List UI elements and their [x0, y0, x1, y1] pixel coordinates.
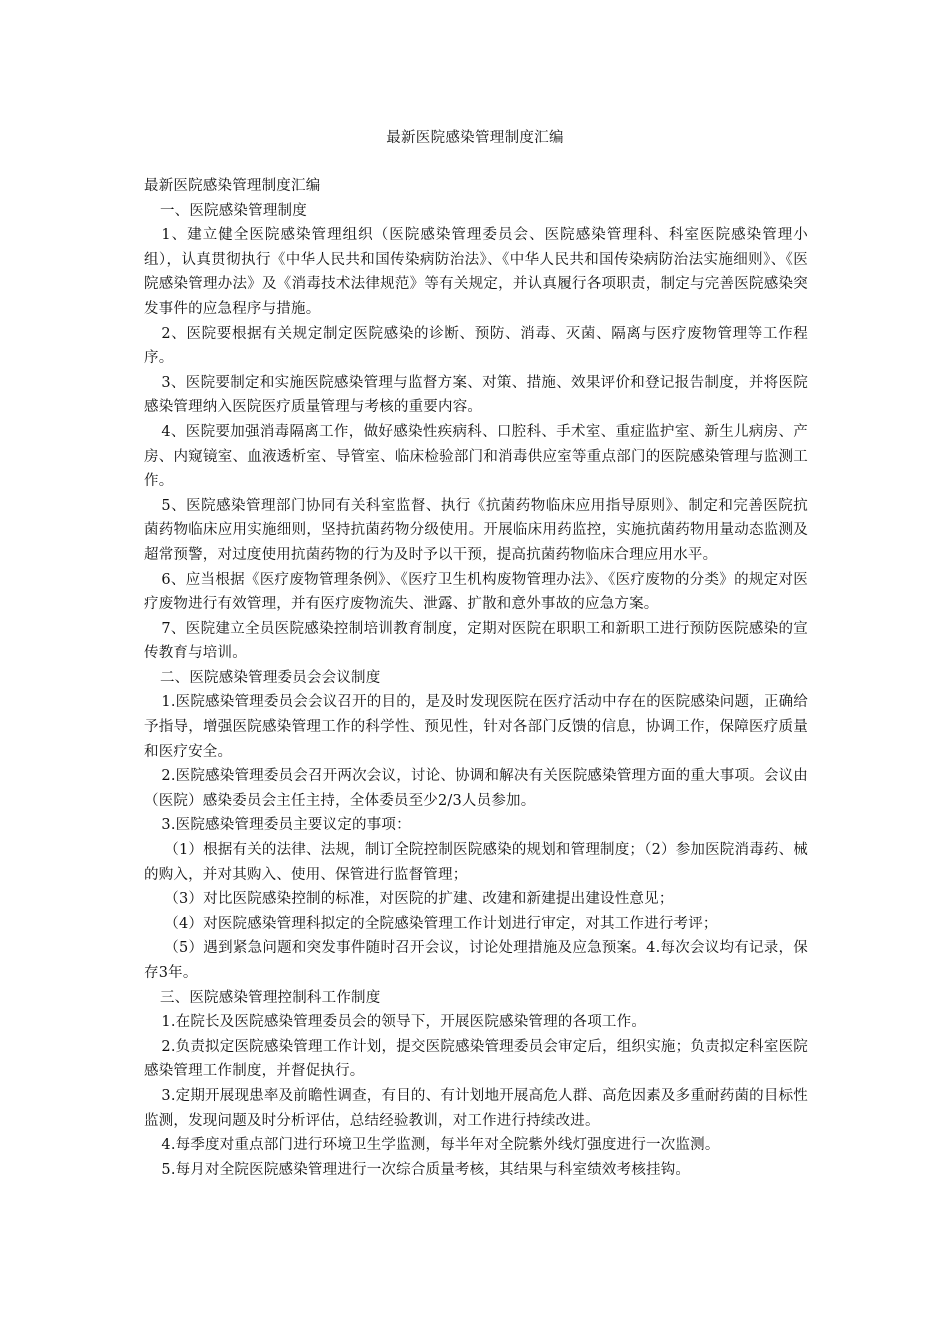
sub-paragraph: （3）对比医院感染控制的标准，对医院的扩建、改建和新建提出建设性意见； — [164, 891, 674, 908]
sub-paragraph: （1）根据有关的法律、法规，制订全院控制医院感染的规划和管理制度；（2）参加医院消毒药、械的购入，并对其购入、使用、保管进行监督管理； — [144, 842, 808, 883]
paragraph: 4.每季度对重点部门进行环境卫生学监测，每半年对全院紫外线灯强度进行一次监测。 — [161, 1137, 720, 1154]
paragraph: 1、建立健全医院感染管理组织（医院感染管理委员会、医院感染管理科、科室医院感染管理小组），认真贯彻执行《中华人民共和国传染病防治法》、《中华人民共和国传染病防治法实施细则》、《医院感染管理办法》及《消毒技术法律规范》等有关规定，并认真履行各项职责，制定与完善医院感染突发事件的应急程序与措施。 — [144, 227, 808, 317]
paragraph: 5、医院感染管理部门协同有关科室监督、执行《抗菌药物临床应用指导原则》、制定和完善医院抗菌药物临床应用实施细则，坚持抗菌药物分级使用。开展临床用药监控，实施抗菌药物用量动态监测及超常预警，对过度使用抗菌药物的行为及时予以干预，提高抗菌药物临床合理应用水平。 — [144, 497, 808, 563]
paragraph: 6、应当根据《医疗废物管理条例》、《医疗卫生机构废物管理办法》、《医疗废物的分类》的规定对医疗废物进行有效管理，并有医疗废物流失、泄露、扩散和意外事故的应急方案。 — [144, 571, 808, 613]
paragraph: 2、医院要根据有关规定制定医院感染的诊断、预防、消毒、灭菌、隔离与医疗废物管理等工作程序。 — [144, 325, 808, 367]
paragraph: 4、医院要加强消毒隔离工作，做好感染性疾病科、口腔科、手术室、重症监护室、新生儿病房、产房、内窥镜室、血液透析室、导管室、临床检验部门和消毒供应室等重点部门的医院感染管理与监测工作。 — [144, 423, 808, 490]
section-heading: 三、医院感染管理控制科工作制度 — [159, 989, 381, 1006]
paragraph: 3.定期开展现患率及前瞻性调查，有目的、有计划地开展高危人群、高危因素及多重耐药菌的目标性监测，发现问题及时分析评估，总结经验教训，对工作进行持续改进。 — [144, 1087, 808, 1129]
section-heading: 二、医院感染管理委员会会议制度 — [159, 669, 381, 686]
sub-paragraph: （4）对医院感染管理科拟定的全院感染管理工作计划进行审定，对其工作进行考评； — [164, 915, 718, 932]
paragraph: 7、医院建立全员医院感染控制培训教育制度，定期对医院在职职工和新职工进行预防医院感染的宣传教育与培训。 — [144, 620, 808, 662]
document-body — [144, 174, 808, 1182]
page-title: 最新医院感染管理制度汇编 — [386, 130, 564, 146]
paragraph: 2.医院感染管理委员会召开两次会议，讨论、协调和解决有关医院感染管理方面的重大事项。会议由（医院）感染委员会主任主持，全体委员至少2/3人员参加。 — [144, 768, 808, 809]
document-subtitle: 最新医院感染管理制度汇编 — [144, 178, 321, 194]
paragraph: 1.在院长及医院感染管理委员会的领导下，开展医院感染管理的各项工作。 — [161, 1014, 647, 1031]
section-heading: 一、医院感染管理制度 — [159, 202, 307, 219]
paragraph: 1.医院感染管理委员会会议召开的目的，是及时发现医院在医疗活动中存在的医院感染问题，正确给予指导，增强医院感染管理工作的科学性、预见性，针对各部门反馈的信息，协调工作，保障医疗质量和医疗安全。 — [144, 694, 808, 760]
paragraph: 2.负责拟定医院感染管理工作计划，提交医院感染管理委员会审定后，组织实施；负责拟定科室医院感染管理工作制度，并督促执行。 — [144, 1038, 808, 1080]
paragraph: 3、医院要制定和实施医院感染管理与监督方案、对策、措施、效果评价和登记报告制度，并将医院感染管理纳入医院医疗质量管理与考核的重要内容。 — [144, 374, 808, 416]
sub-paragraph: （5）遇到紧急问题和突发事件随时召开会议，讨论处理措施及应急预案。4.每次会议均有记录，保存3年。 — [144, 940, 808, 981]
paragraph: 5.每月对全院医院感染管理进行一次综合质量考核，其结果与科室绩效考核挂钩。 — [161, 1161, 691, 1178]
paragraph: 3.医院感染管理委员主要议定的事项： — [161, 817, 411, 834]
